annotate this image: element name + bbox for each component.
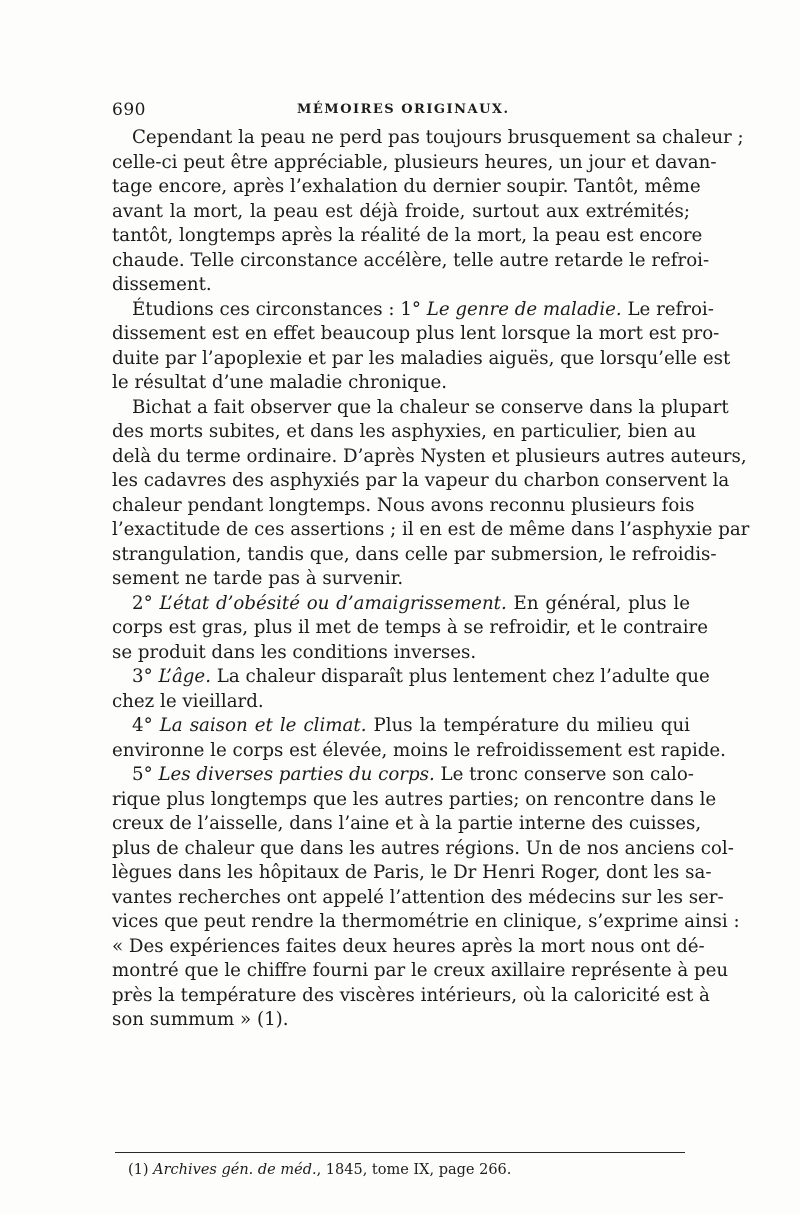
- text-run: Étudions ces circonstances : 1°: [132, 298, 427, 320]
- text-run: 3°: [132, 666, 159, 687]
- text-line: des morts subites, et dans les asphyxies, en particulier, bien au: [112, 421, 697, 442]
- section-title: L’âge.: [158, 666, 211, 687]
- text-run: Le refroi-: [621, 298, 714, 320]
- text-line: le résultat d’une maladie chronique.: [112, 372, 448, 393]
- text-line: vantes recherches ont appelé l’attention des médecins sur les ser-: [112, 886, 724, 908]
- text-line-mixed: [112, 592, 690, 617]
- text-line: vices que peut rendre la thermométrie en clinique, s’exprime ainsi :: [112, 911, 740, 932]
- footnote-rule: [115, 1152, 685, 1153]
- text-line-mixed: [112, 763, 694, 788]
- text-line: dissement est en effet beaucoup plus lent lorsque la mort est pro-: [112, 323, 720, 344]
- text-run: 4°: [132, 715, 160, 736]
- text-line: lègues dans les hôpitaux de Paris, le Dr Henri Roger, dont les sa-: [112, 862, 712, 883]
- text-line: sement ne tarde pas à survenir.: [112, 568, 404, 589]
- page-number: 690: [112, 100, 146, 120]
- text-line-mixed: [112, 298, 714, 323]
- running-head: MÉMOIRES ORIGINAUX.: [297, 102, 510, 117]
- section-title: L’état d’obésité ou d’amaigrissement.: [159, 592, 507, 614]
- section-title: La saison et le climat.: [159, 715, 367, 736]
- text-line: rique plus longtemps que les autres parties; on rencontre dans le: [112, 788, 717, 810]
- text-line: creux de l’aisselle, dans l’aine et à la partie interne des cuisses,: [112, 813, 702, 834]
- footnote-source: Archives gén. de méd.: [153, 1162, 317, 1178]
- text-line: Cependant la peau ne perd pas toujours brusquement sa chaleur ;: [132, 127, 744, 148]
- text-run: 5°: [132, 764, 159, 785]
- text-run: Plus la température du milieu qui: [366, 715, 690, 736]
- text-line: chaleur pendant longtemps. Nous avons reconnu plusieurs fois: [112, 494, 695, 516]
- footnote-detail: , 1845, tome IX, page 266.: [316, 1162, 512, 1178]
- text-line: strangulation, tandis que, dans celle par submersion, le refroidis-: [112, 543, 717, 565]
- text-line: chez le vieillard.: [112, 690, 264, 712]
- text-line: plus de chaleur que dans les autres régions. Un de nos anciens col-: [112, 837, 734, 859]
- text-line: près la température des viscères intérieurs, où la caloricité est à: [112, 984, 710, 1006]
- text-line: tantôt, longtemps après la réalité de la mort, la peau est encore: [112, 225, 703, 246]
- text-line: celle-ci peut être appréciable, plusieurs heures, un jour et davan-: [112, 151, 717, 173]
- text-line: montré que le chiffre fourni par le creux axillaire représente à peu: [112, 960, 729, 981]
- section-title: Le genre de maladie.: [426, 298, 622, 320]
- text-line: avant la mort, la peau est déjà froide, surtout aux extrémités;: [112, 200, 690, 222]
- text-line: duite par l’apoplexie et par les maladies aiguës, que lorsqu’elle est: [112, 347, 731, 369]
- text-line: corps est gras, plus il met de temps à se refroidir, et le contraire: [112, 617, 708, 638]
- text-line: dissement.: [112, 274, 212, 295]
- text-line: tage encore, après l’exhalation du dernier soupir. Tantôt, même: [112, 176, 701, 197]
- text-line: se produit dans les conditions inverses.: [112, 641, 477, 663]
- footnote: [128, 1162, 511, 1178]
- text-line: delà du terme ordinaire. D’après Nysten et plusieurs autres auteurs,: [112, 445, 747, 467]
- text-run: En général, plus le: [506, 592, 690, 614]
- text-line: les cadavres des asphyxiés par la vapeur du charbon conservent la: [112, 470, 730, 491]
- page-header: [112, 100, 690, 124]
- text-run: 2°: [132, 592, 160, 614]
- body-text: [112, 126, 750, 1033]
- text-line: l’exactitude de ces assertions ; il en est de même dans l’asphyxie par: [112, 519, 750, 540]
- text-run: Le tronc conserve son calo-: [434, 764, 694, 785]
- text-line: « Des expériences faites deux heures après la mort nous ont dé-: [112, 935, 705, 957]
- text-run: La chaleur disparaît plus lentement chez l’adulte que: [210, 666, 710, 687]
- section-title: Les diverses parties du corps.: [158, 764, 435, 785]
- text-line-mixed: [112, 665, 710, 690]
- text-line: Bichat a fait observer que la chaleur se conserve dans la plupart: [132, 396, 729, 418]
- text-line-mixed: [112, 714, 690, 739]
- footnote-mark: (1): [128, 1162, 154, 1178]
- text-line: son summum » (1).: [112, 1009, 289, 1030]
- text-line: chaude. Telle circonstance accélère, telle autre retarde le refroi-: [112, 249, 710, 271]
- text-line: environne le corps est élevée, moins le refroidissement est rapide.: [112, 739, 726, 761]
